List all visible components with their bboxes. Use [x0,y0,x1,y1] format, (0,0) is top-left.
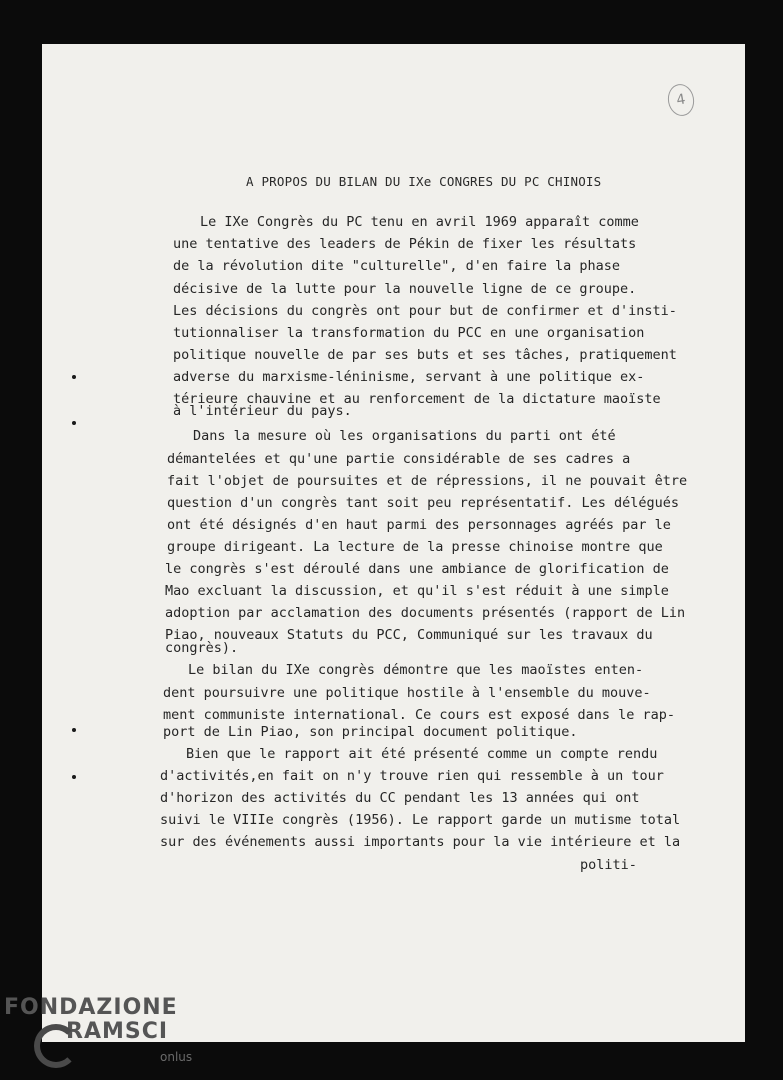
text-line: politique nouvelle de par ses buts et ses tâches, pratiquement [173,347,677,363]
punch-mark [72,421,76,425]
text-line: le congrès s'est déroulé dans une ambiance de glorification de [165,561,669,577]
text-line: de la révolution dite "culturelle", d'en faire la phase [173,258,621,274]
text-line: Le bilan du IXe congrès démontre que les maoïstes enten- [188,662,644,678]
text-line: groupe dirigeant. La lecture de la presse chinoise montre que [167,539,663,555]
text-line: port de Lin Piao, son principal document politique. [163,724,578,740]
text-line: fait l'objet de poursuites et de répressions, il ne pouvait être [167,473,688,489]
text-line: térieure chauvine et au renforcement de la dictature maoïste [173,391,661,407]
punch-mark [72,375,76,379]
page-number: 4 [665,82,696,118]
watermark-line1: FONDAZIONE [4,995,178,1020]
watermark-line2: RAMSCI [66,1019,169,1044]
text-line: sur des événements aussi importants pour la vie intérieure et la [160,834,681,850]
text-line: d'horizon des activités du CC pendant les 13 années qui ont [160,790,640,806]
watermark-logo [4,996,178,1044]
text-line: dent poursuivre une politique hostile à l'ensemble du mouve- [163,685,651,701]
punch-mark [72,775,76,779]
text-line: démantelées et qu'une partie considérable de ses cadres a [167,451,631,467]
text-line: Le IXe Congrès du PC tenu en avril 1969 apparaît comme [200,214,639,230]
text-line: congrès). [165,640,239,656]
text-line: suivi le VIIIe congrès (1956). Le rapport garde un mutisme total [160,812,681,828]
punch-mark [72,728,76,732]
text-line: à l'intérieur du pays. [173,403,352,419]
text-line: ont été désignés d'en haut parmi des personnages agréés par le [167,517,671,533]
text-line: décisive de la lutte pour la nouvelle ligne de ce groupe. [173,281,637,297]
text-line: politi- [580,857,637,873]
text-line: Mao excluant la discussion, et qu'il s'est réduit à une simple [165,583,669,599]
text-line: Bien que le rapport ait été présenté comme un compte rendu [186,746,658,762]
text-line: adoption par acclamation des documents présentés (rapport de Lin [165,605,686,621]
text-line: adverse du marxisme-léninisme, servant à une politique ex- [173,369,645,385]
text-line: Dans la mesure où les organisations du parti ont été [193,428,616,444]
text-line: question d'un congrès tant soit peu représentatif. Les délégués [167,495,680,511]
text-line: Piao, nouveaux Statuts du PCC, Communiqué sur les travaux du [165,627,653,643]
watermark-g-icon [34,1024,78,1068]
text-line: tutionnaliser la transformation du PCC en une organisation [173,325,645,341]
text-line: une tentative des leaders de Pékin de fixer les résultats [173,236,637,252]
text-line: ment communiste international. Ce cours est exposé dans le rap- [163,707,676,723]
text-line: d'activités,en fait on n'y trouve rien qui ressemble à un tour [160,768,664,784]
watermark-sub: onlus [160,1050,193,1064]
text-line: Les décisions du congrès ont pour but de confirmer et d'insti- [173,303,677,319]
document-title: A PROPOS DU BILAN DU IXe CONGRES DU PC CHINOIS [246,174,602,189]
